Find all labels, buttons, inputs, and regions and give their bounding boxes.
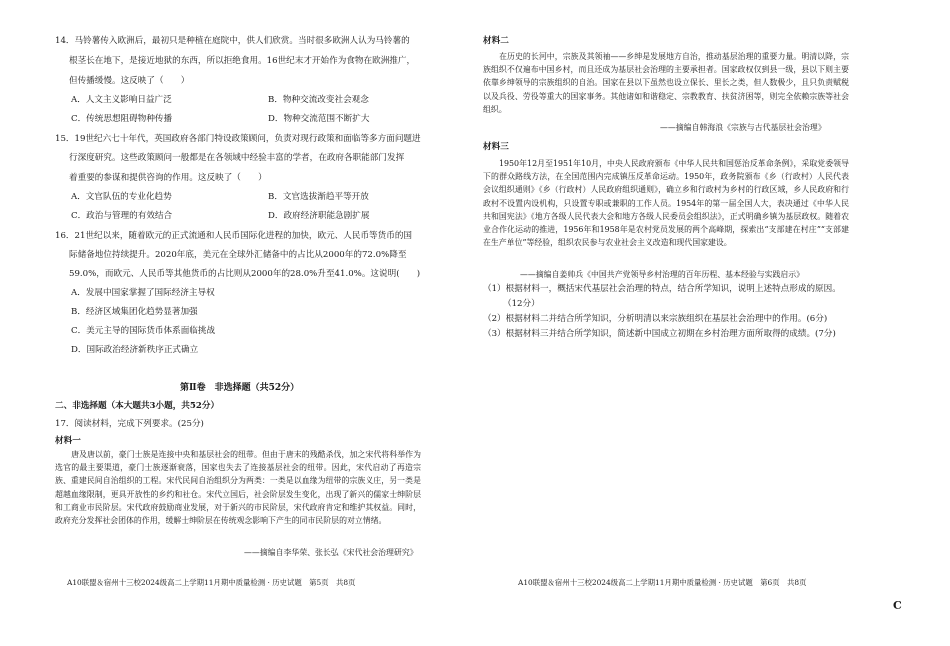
q15-option-c: C．政治与管理的有效结合 — [71, 211, 173, 221]
requirement-2: （2）根据材料二并结合所学知识，分析明清以来宗族组织在基层社会治理中的作用。(6分) — [483, 314, 828, 324]
material2-source: ——摘编自韩海浪《宗族与古代基层社会治理》 — [660, 123, 826, 132]
q15-option-b: B．文官选拔渐趋平等开放 — [268, 192, 369, 202]
q16-stem-line3: 59.0%，而欧元、人民币等其他货币的占比则从2000年的28.0%升至41.0%。这说明( ) — [69, 269, 421, 279]
material2-text — [483, 50, 849, 116]
q16-option-d: D．国际政治经济新秩序正式确立 — [71, 345, 199, 355]
material1-text — [55, 448, 421, 527]
left-footer: A10联盟＆宿州十三校2024级高二上学期11月期中质量检测 · 历史试题 第5页 共8页 — [67, 578, 356, 587]
requirement-1-line2: （12分） — [503, 299, 540, 309]
material3-label: 材料三 — [483, 142, 509, 152]
q14-option-a: A．人文主义影响日益广泛 — [71, 95, 172, 105]
q14-option-b: B．物种交流改变社会观念 — [268, 95, 369, 105]
q15-stem-line3: 着重要的参谋和提供咨询的作用。这反映了（ ） — [69, 173, 267, 183]
requirement-3: （3）根据材料三并结合所学知识，简述新中国成立初期在乡村治理方面所取得的成绩。(7分) — [483, 329, 836, 339]
q16-stem-line2: 际储备地位持续提升。2020年底，美元在全球外汇储备中的占比从2000年的72.0%降至 — [69, 250, 407, 260]
material3-body: 1950年12月至1951年10月，中央人民政府颁布《中华人民共和国惩治反革命条例》，采取党委领导下的群众路线方法，在全国范围内完成镇压反革命运动。1950年，政务院颁布《乡（行政村）人民代表会议组织通则》《乡（行政村）人民政府组织通则》，确立乡和行政村为乡村的行政区域，乡人民政府和行政村不设置内设机构，只设置专职或兼职的工作人员。1954年的第一届全国人大，表决通过《中华人民共和国宪法》《地方各级人民代表大会和地方各级人民委员会组织法》，正式明确乡镇为基层政权。随着农业合作化运动的推进，1956年和1958年是农村党员发展的两个高峰期，探索出“支部建在村庄”“支部建在生产单位”等经验，组织农民参与农业社会主义改造和现代国家建设。 — [483, 159, 849, 248]
q14-option-d: D．物种交流范围不断扩大 — [268, 114, 370, 124]
corner-mark: C — [893, 599, 902, 612]
q16-option-b: B．经济区域集团化趋势显著加强 — [71, 307, 198, 317]
q14-stem-line3: 但传播缓慢。这反映了（ ） — [69, 76, 190, 86]
q15-option-a: A．文官队伍的专业化趋势 — [71, 192, 172, 202]
material1-label: 材料一 — [55, 436, 81, 446]
q15-option-d: D．政府经济职能急剧扩展 — [268, 211, 370, 221]
material3-source: ——摘编自姜帅兵《中国共产党领导乡村治理的百年历程、基本经验与实践启示》 — [520, 270, 805, 279]
right-page — [470, 0, 950, 646]
material2-body: 在历史的长河中，宗族及其领袖——乡绅是发展地方自治，推动基层治理的重要力量。明清以降，宗族组织不仅遍布中国乡村，而且还成为基层社会治理的主要承担者。国家政权仅到县一级，县以下则主要依靠乡绅领导的宗族组织的自治。国家在县以下虽然也设立保长、里长之类，但人数极少，且只负责赋税以及兵役、劳役等重大的国家事务。其他诸如和谐稳定、宗教教育、扶贫济困等，则完全依赖宗族等社会组织。 — [483, 52, 849, 114]
q14-option-c: C．传统思想阻碍物种传播 — [71, 114, 173, 124]
left-page — [0, 0, 470, 646]
q15-stem-line2: 行深度研究。这些政策顾问一般都是在各领域中经验丰富的学者，在政府各职能部门发挥 — [69, 153, 405, 163]
q16-option-c: C．美元主导的国际货币体系面临挑战 — [71, 326, 216, 336]
q14-stem-line1: 14．马铃薯传入欧洲后，最初只是种植在庭院中，供人们欣赏。当时很多欧洲人认为马铃薯的 — [55, 36, 410, 46]
q16-option-a: A．发展中国家掌握了国际经济主导权 — [71, 288, 215, 298]
q17-stem: 17．阅读材料，完成下列要求。(25分) — [55, 419, 204, 429]
q15-stem-line1: 15．19世纪六七十年代，英国政府各部门特设政策顾问，负责对现行政策和面临等多方面问题进 — [55, 134, 421, 144]
part2-title: 第Ⅱ卷 非选择题（共52分） — [180, 383, 300, 393]
q16-stem-line1: 16．21世纪以来，随着欧元的正式流通和人民币国际化进程的加快，欧元、人民币等货币的国 — [55, 231, 413, 241]
right-footer: A10联盟＆宿州十三校2024级高二上学期11月期中质量检测 · 历史试题 第6页 共8页 — [518, 578, 807, 587]
material3-text — [483, 157, 849, 249]
material1-body: 唐及唐以前，豪门士族是连接中央和基层社会的纽带。但由于唐末的残酷杀伐，加之宋代将科举作为选官的最主要渠道，豪门士族逐渐衰落，国家也失去了连接基层社会的纽带。因此，宋代启动了再造宗族、重建民间自治组织的工程。宋代民间自治组织分为两类：一类是以血缘为纽带的宗族义庄，另一类是超越血缘限制，更具开放性的乡约和社仓。宋代立国后，社会阶层发生变化，出现了新兴的儒家士绅阶层和工商业市民阶层。宋代政府鼓励商业发展，对于新兴的市民阶层，宋代政府肯定和维护其权益。同时，政府充分发挥社会团体的作用，缓解士绅阶层在传统观念影响下产生的同市民阶层的对立情绪。 — [55, 450, 421, 526]
requirement-1-line1: （1）根据材料一，概括宋代基层社会治理的特点，结合所学知识，说明上述特点形成的原因。 — [483, 284, 841, 294]
material1-source: ——摘编自李华荣、张长弘《宋代社会治理研究》 — [244, 548, 418, 557]
material2-label: 材料二 — [483, 36, 509, 46]
section-heading: 二、非选择题（本大题共3小题，共52分） — [55, 401, 220, 411]
q14-stem-line2: 根茎长在地下，是接近地狱的东西，所以拒绝食用。16世纪末才开始作为食物在欧洲推广， — [69, 56, 416, 66]
